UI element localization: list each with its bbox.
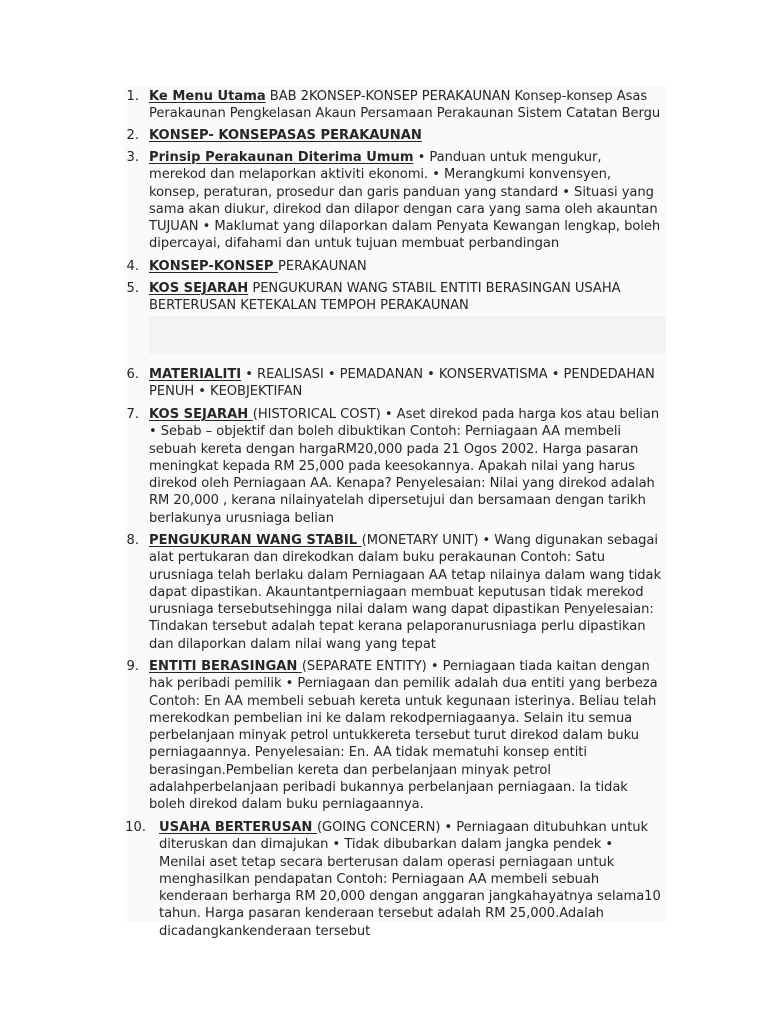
document-page	[124, 86, 666, 939]
item-keyword: KONSEP- KONSEPASAS PERAKAUNAN	[149, 128, 422, 143]
item-text: • REALISASI • PEMADANAN • KONSERVATISMA • PENDEDAHAN PENUH • KEOBJEKTIFAN	[149, 367, 655, 400]
item-keyword: USAHA BERTERUSAN	[159, 820, 317, 835]
item-text: • Panduan untuk mengukur, merekod dan melaporkan aktiviti ekonomi. • Merangkumi konvensyen, konsep, peraturan, prosedur dan garis panduan yang standard • Situasi yang sama akan diukur, direkod dan dilapor dengan cara yang sama oleh akauntan TUJUAN • Maklumat yang dilaporkan dalam Penyata Kewangan lengkap, boleh dipercayai, difahami dan untuk tujuan membuat perbandingan	[149, 150, 661, 252]
list-item	[124, 819, 664, 940]
item-keyword: PENGUKURAN WANG STABIL	[149, 533, 362, 548]
item-text: PENGUKURAN WANG STABIL ENTITI BERASINGAN USAHA BERTERUSAN KETEKALAN TEMPOH PERAKAUNAN	[149, 281, 621, 314]
item-text: (SEPARATE ENTITY) • Perniagaan tiada kaitan dengan hak peribadi pemilik • Perniagaan dan pemilik adalah dua entiti yang berbeza Contoh: En AA membeli sebuah kereta untuk kegunaan isterinya. Beliau telah merekodkan pembelian ini ke dalam rekodperniagaanya. Selain itu semua perbelanjaan minyak petrol untukkereta tersebut turut direkod dalam buku perniagaannya. Penyelesaian: En. AA tidak mematuhi konsep entiti berasingan.Pembelian kereta dan perbelanjaan minyak petrol adalahperbelanjaan peribadi bukannya perbelanjaan perniagaan. Ia tidak boleh direkod dalam buku perniagaannya.	[149, 659, 658, 813]
item-number: 4.	[126, 259, 139, 274]
item-number: 8.	[126, 533, 139, 548]
blank-block	[149, 316, 666, 354]
item-number: 2.	[126, 128, 139, 143]
item-keyword: Prinsip Perakaunan Diterima Umum	[149, 150, 414, 165]
list-item	[124, 406, 664, 527]
item-text: (MONETARY UNIT) • Wang digunakan sebagai alat pertukaran dan direkodkan dalam buku perakaunan Contoh: Satu urusniaga telah berlaku dalam Perniagaan AA tetap nilainya dalam wang tidak dapat dipastikan. Akauntantperniagaan membuat keputusan tidak merekod urusniaga tersebutsehingga nilai dalam wang dapat dipastikan Penyelesaian: Tindakan tersebut adalah tepat kerana pelaporanurusniaga perlu dipastikan dan dilaporkan dalam nilai wang yang tepat	[149, 533, 662, 652]
item-text: PERAKAUNAN	[278, 259, 367, 274]
menu-link[interactable]: Ke Menu Utama	[149, 89, 266, 104]
item-keyword: KOS SEJARAH	[149, 281, 249, 296]
item-number: 10.	[125, 820, 146, 835]
item-keyword: KONSEP-KONSEP	[149, 259, 278, 274]
item-number: 6.	[126, 367, 139, 382]
item-text: BAB 2KONSEP-KONSEP PERAKAUNAN Konsep-konsep Asas Perakaunan Pengkelasan Akaun Persamaan Perakaunan Sistem Catatan Bergu	[149, 89, 661, 122]
item-number: 7.	[126, 407, 139, 422]
list-item	[124, 366, 664, 401]
item-keyword: ENTITI BERASINGAN	[149, 659, 302, 674]
list-item	[124, 280, 664, 315]
list-item	[124, 658, 664, 814]
item-text: (GOING CONCERN) • Perniagaan ditubuhkan untuk diteruskan dan dimajukan • Tidak dibubarkan dalam jangka pendek • Menilai aset tetap secara berterusan dalam operasi perniagaan untuk menghasilkan pendapatan Contoh: Perniagaan AA membeli sebuah kenderaan berharga RM 20,000 dengan anggaran jangkahayatnya selama10 tahun. Harga pasaran kenderaan tersebut adalah RM 25,000.Adalah dicadangkankenderaan tersebut	[159, 820, 661, 939]
item-number: 9.	[126, 659, 139, 674]
item-number: 3.	[126, 150, 139, 165]
list-item	[124, 127, 664, 144]
list-item	[124, 258, 664, 275]
item-number: 1.	[126, 89, 139, 104]
item-keyword: KOS SEJARAH	[149, 407, 253, 422]
list-item	[124, 532, 664, 653]
item-text: (HISTORICAL COST) • Aset direkod pada harga kos atau belian • Sebab – objektif dan boleh dibuktikan Contoh: Perniagaan AA membeli sebuah kereta dengan hargaRM20,000 pada 21 Ogos 2002. Harga pasaran meningkat kepada RM 25,000 pada keesokannya. Apakah nilai yang harus direkod oleh Perniagaan AA. Kenapa? Penyelesaian: Nilai yang direkod adalah RM 20,000 , kerana nilainyatelah dipersetujui dan bersamaan dengan tarikh berlakunya urusniaga belian	[149, 407, 660, 526]
list-item	[124, 88, 664, 123]
list-item	[124, 149, 664, 253]
item-number: 5.	[126, 281, 139, 296]
item-keyword: MATERIALITI	[149, 367, 242, 382]
